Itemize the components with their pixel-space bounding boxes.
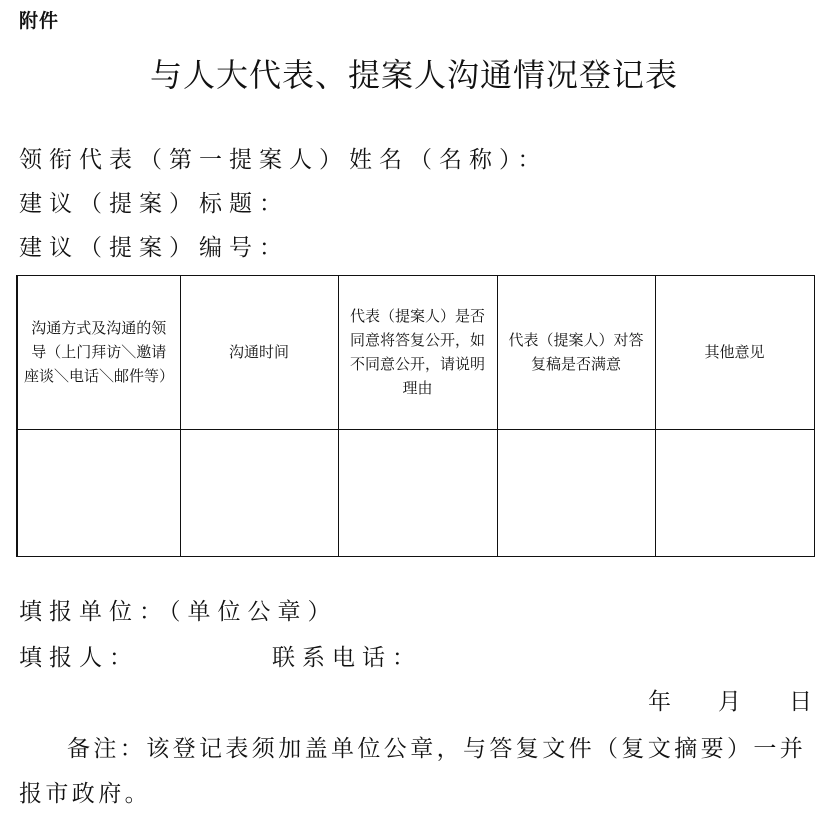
registration-table: [16, 275, 815, 557]
remarks-note: 备注：该登记表须加盖单位公章，与答复文件（复文摘要）一并报市政府。: [19, 736, 807, 807]
table-header-row: [17, 276, 814, 430]
reporting-unit-field: 填报单位：（单位公章）: [19, 599, 338, 625]
cell-disclosure-consent[interactable]: [338, 429, 497, 556]
header-communication-method: 沟通方式及沟通的领导（上门拜访＼邀请座谈＼电话＼邮件等）: [17, 276, 180, 430]
cell-satisfaction[interactable]: [497, 429, 655, 556]
table-row: [17, 429, 814, 556]
date-month-label: 月: [718, 689, 741, 715]
date-day-label: 日: [789, 689, 812, 715]
contact-phone-field: 联系电话：: [272, 645, 422, 671]
date-year-label: 年: [648, 689, 671, 715]
cell-other-opinions[interactable]: [655, 429, 814, 556]
lead-representative-field: 领衔代表（第一提案人）姓名（名称）：: [19, 147, 548, 173]
proposal-number-field: 建议（提案）编号：: [19, 235, 289, 261]
cell-communication-time[interactable]: [180, 429, 338, 556]
header-communication-time: 沟通时间: [180, 276, 338, 430]
cell-communication-method[interactable]: [17, 429, 180, 556]
proposal-title-field: 建议（提案）标题：: [19, 191, 289, 217]
document-title: 与人大代表、提案人沟通情况登记表: [149, 56, 678, 94]
filler-field: 填报人：: [19, 645, 139, 671]
header-disclosure-consent: 代表（提案人）是否同意将答复公开，如不同意公开，请说明理由: [338, 276, 497, 430]
header-satisfaction: 代表（提案人）对答复稿是否满意: [497, 276, 655, 430]
header-other-opinions: 其他意见: [655, 276, 814, 430]
attachment-label: 附件: [19, 10, 60, 32]
